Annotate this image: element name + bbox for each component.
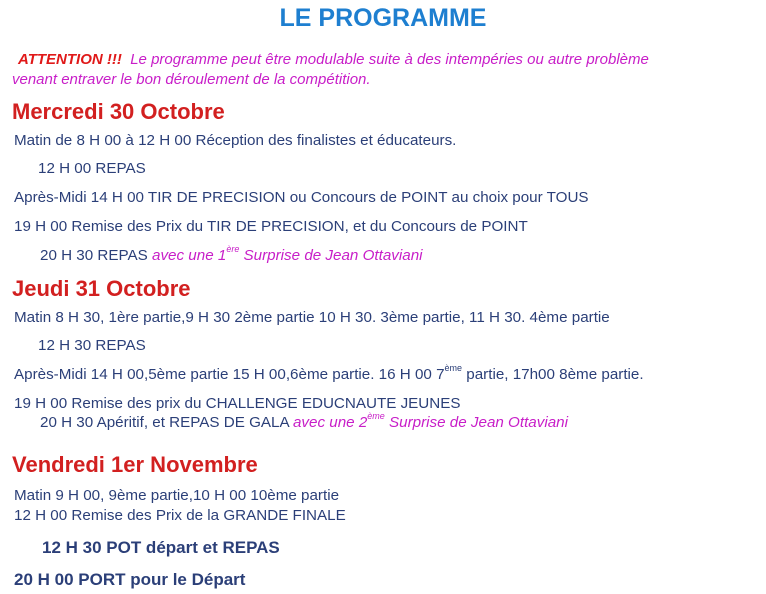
friday-line-3: 12 H 30 POT départ et REPAS: [42, 538, 280, 557]
thursday-line-5: [40, 411, 568, 431]
page-title: LE PROGRAMME: [279, 4, 487, 32]
thursday-surprise-text: avec une 2: [292, 414, 368, 431]
wednesday-surprise-name: Surprise de Jean Ottaviani: [239, 247, 423, 264]
wednesday-line-2: 12 H 00 REPAS: [38, 160, 146, 177]
thursday-line-4: 19 H 00 Remise des prix du CHALLENGE EDUCNAUTE JEUNES: [14, 395, 461, 412]
thursday-line-3-a: Après-Midi 14 H 00,5ème partie 15 H 00,6ème partie. 16 H 00 7: [14, 366, 445, 383]
friday-line-2: 12 H 00 Remise des Prix de la GRANDE FINALE: [14, 507, 346, 524]
attention-label: ATTENTION !!!: [18, 51, 122, 68]
wednesday-surprise: [152, 244, 423, 264]
day-heading-wednesday: Mercredi 30 Octobre: [12, 99, 225, 124]
attention-text-2: venant entraver le bon déroulement de la compétition.: [12, 71, 371, 88]
wednesday-line-1: Matin de 8 H 00 à 12 H 00 Réception des finalistes et éducateurs.: [14, 132, 457, 149]
friday-line-1: Matin 9 H 00, 9ème partie,10 H 00 10ème partie: [14, 487, 340, 504]
thursday-line-1: Matin 8 H 30, 1ère partie,9 H 30 2ème partie 10 H 30. 3ème partie, 11 H 30. 4ème partie: [14, 309, 610, 326]
wednesday-line-5: [40, 244, 423, 264]
day-heading-thursday: Jeudi 31 Octobre: [12, 276, 191, 301]
thursday-line-3: [14, 363, 644, 383]
friday-line-4: 20 H 00 PORT pour le Départ: [14, 570, 246, 589]
wednesday-line-3: Après-Midi 14 H 00 TIR DE PRECISION ou Concours de POINT au choix pour TOUS: [14, 189, 589, 206]
wednesday-surprise-sup: ère: [226, 244, 240, 254]
attention-text-1: Le programme peut être modulable suite à des intempéries ou autre problème: [130, 51, 649, 68]
wednesday-line-5-main: 20 H 30 REPAS: [40, 247, 152, 264]
thursday-line-5-main: 20 H 30 Apéritif, et REPAS DE GALA: [40, 414, 293, 431]
thursday-line-3-sup: ème: [444, 363, 463, 373]
thursday-surprise: [292, 411, 568, 431]
thursday-surprise-sup: ème: [367, 411, 385, 421]
wednesday-surprise-text: avec une 1: [152, 247, 227, 264]
attention-line-1: [18, 50, 649, 70]
wednesday-line-4: 19 H 00 Remise des Prix du TIR DE PRECISION, et du Concours de POINT: [14, 218, 528, 235]
day-heading-friday: Vendredi 1er Novembre: [12, 452, 258, 477]
thursday-line-2: 12 H 30 REPAS: [38, 337, 146, 354]
attention-notice: [12, 50, 649, 90]
thursday-line-3-b: partie, 17h00 8ème partie.: [462, 366, 644, 383]
thursday-surprise-name: Surprise de Jean Ottaviani: [384, 414, 568, 431]
